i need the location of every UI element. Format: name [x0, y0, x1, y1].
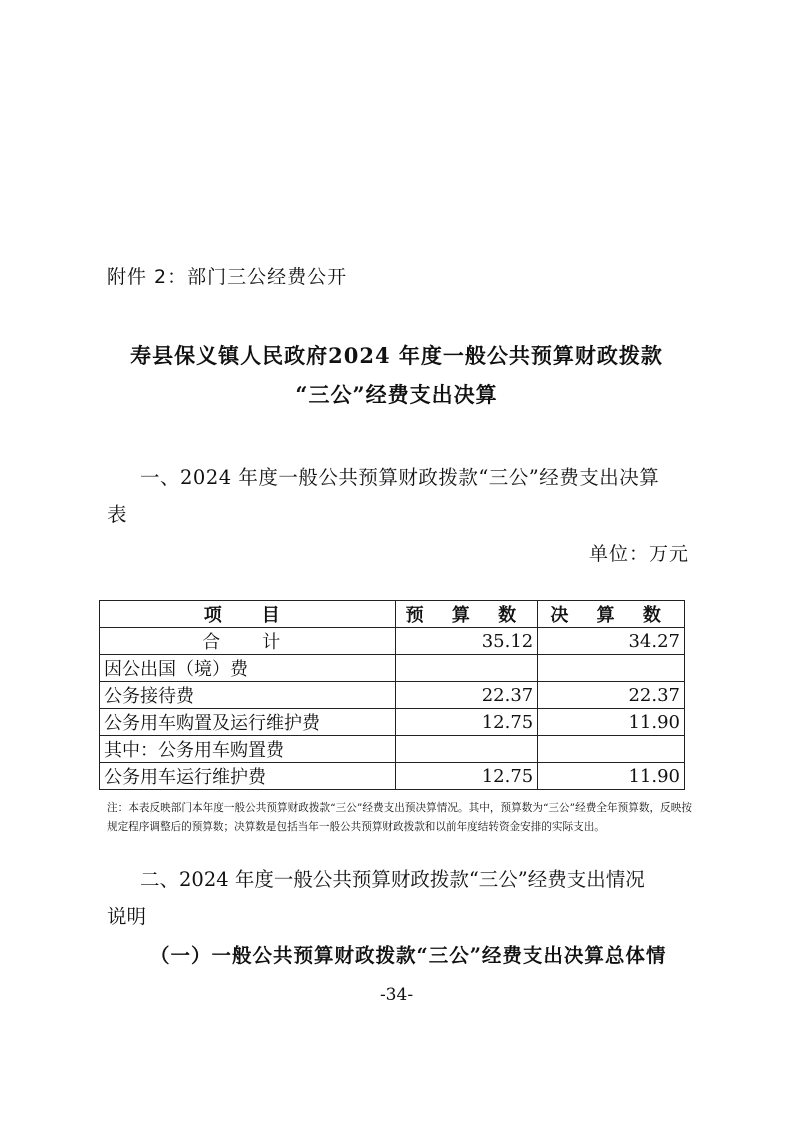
header-final: 决 算 数 — [538, 601, 685, 628]
header-item: 项 目 — [100, 601, 396, 628]
row-label: 因公出国（境）费 — [100, 655, 396, 682]
section2-heading-cont: 说明 — [107, 905, 147, 928]
row-label: 合 计 — [100, 628, 396, 655]
table-row — [100, 682, 685, 709]
document-title-line2: “三公”经费支出决算 — [295, 382, 498, 407]
table-row — [100, 655, 685, 682]
row-budget — [395, 655, 538, 682]
row-final: 11.90 — [538, 709, 685, 736]
row-final — [538, 655, 685, 682]
row-label: 其中：公务用车购置费 — [100, 736, 396, 763]
document-title-line1: 寿县保义镇人民政府2024 年度一般公共预算财政拨款 — [130, 343, 663, 368]
row-label: 公务接待费 — [100, 682, 396, 709]
table-row — [100, 709, 685, 736]
subsection-heading: （一）一般公共预算财政拨款“三公”经费支出决算总体情 — [150, 944, 667, 967]
row-final: 11.90 — [538, 763, 685, 790]
expenditure-table — [99, 600, 685, 790]
table-note: 注：本表反映部门本年度一般公共预算财政拨款“三公”经费支出预决算情况。其中，预算数为“三公”经费全年预算数，反映按规定程序调整后的预算数；决算数是包括当年一般公共预算财政拨款和以前年度结转资金安排的实际支出。 — [107, 802, 692, 833]
header-budget: 预 算 数 — [395, 601, 538, 628]
attachment-label: 附件 2：部门三公经费公开 — [107, 266, 348, 288]
row-label: 公务用车运行维护费 — [100, 763, 396, 790]
table-header-row — [100, 601, 685, 628]
table-row — [100, 736, 685, 763]
row-budget: 35.12 — [395, 628, 538, 655]
section1-heading-cont: 表 — [107, 503, 127, 526]
row-budget — [395, 736, 538, 763]
row-final: 34.27 — [538, 628, 685, 655]
section1-heading: 一、2024 年度一般公共预算财政拨款“三公”经费支出决算 — [140, 466, 660, 489]
table-row — [100, 763, 685, 790]
row-budget: 12.75 — [395, 763, 538, 790]
row-final — [538, 736, 685, 763]
row-label: 公务用车购置及运行维护费 — [100, 709, 396, 736]
row-budget: 12.75 — [395, 709, 538, 736]
table-row — [100, 628, 685, 655]
unit-label: 单位：万元 — [588, 543, 689, 565]
page-number: -34- — [379, 985, 414, 1005]
row-budget: 22.37 — [395, 682, 538, 709]
row-final: 22.37 — [538, 682, 685, 709]
section2-heading: 二、2024 年度一般公共预算财政拨款“三公”经费支出情况 — [140, 868, 645, 891]
